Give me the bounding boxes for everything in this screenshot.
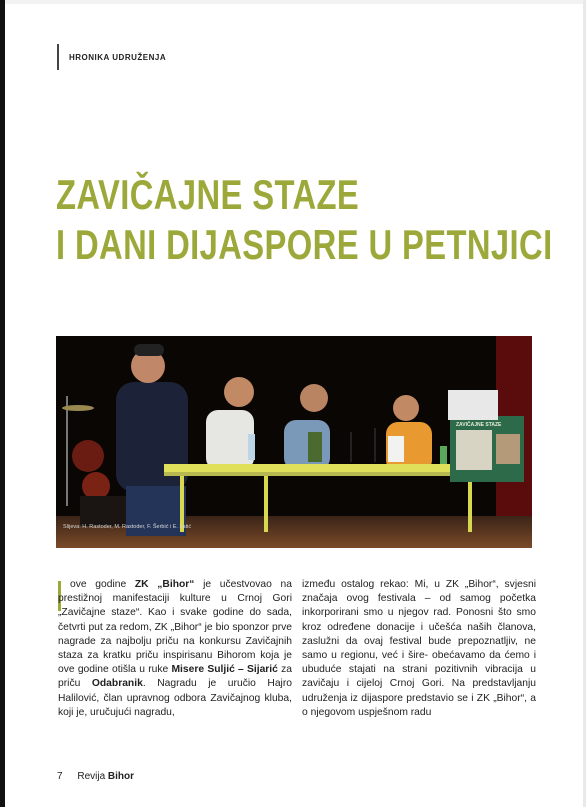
body-text: između ostalog rekao: Mi, u ZK „Bihor“, svjesni značaja ovog festivala – od samog početka inkorporirani smo u njegov rad. Ponosni što smo kroz određene donacije i učešća naših članova, zaslužni da ovaj festival bude prepoznatljiv, ne samo u regionu, već i šire- obećavamo da ćemo i ubuduće stajati na strani pozitivnih vibracija u zavičaju i cijeloj Crnoj Gori. Na predstavljanju udruženja iz dijaspore predstavio se i ZK „Bihor“, a o njegovom uspješnom radu — [302, 579, 536, 718]
article-title — [56, 170, 553, 270]
article-column-right — [302, 578, 536, 720]
photo-caption: Slijeva: H. Rastoder, M. Rastoder, F. Šerbić i E. Latić — [63, 524, 192, 530]
body-text: je učestvovao na prestižnoj manifestaciji kulture u Crnoj Gori „Zavičajne staze“. Kao i svake godine do sada, četvrti put za redom, ZK „Bihor“ je bio sponzor prve nagrade za najbolju priču na konkursu Zavičajnih staza za kratku priču inspirisanu Bihorom koja je ove godine otišla u ruke — [58, 579, 292, 676]
page-left-edge — [0, 0, 5, 807]
section-divider — [57, 44, 59, 70]
body-text: . Nagradu je uručio Hajro Halilović, član upravnog odbora Zavičajnog kluba, koji je, uručujući nagradu, — [58, 678, 293, 718]
page-footer — [57, 771, 134, 782]
body-bold: ZK „Bihor“ — [134, 579, 195, 590]
section-label: HRONIKA UDRUŽENJA — [69, 53, 167, 62]
panel-text: ZAVIČAJNE STAZE — [456, 422, 502, 428]
magazine-name: Revija — [77, 771, 106, 782]
body-bold: Odabranik — [91, 678, 143, 690]
body-text: ove godine — [70, 579, 135, 590]
article-column-left — [58, 578, 292, 720]
article-photo — [56, 336, 532, 548]
title-line-2: I DANI DIJASPORE U PETNJICI — [56, 221, 553, 268]
page-top-edge — [0, 0, 586, 4]
body-bold: Misere Suljić – Sijarić — [171, 664, 278, 676]
page-number: 7 — [57, 771, 63, 782]
magazine-name-bold: Bihor — [107, 771, 135, 782]
body-text: za priču — [58, 664, 292, 690]
title-line-1: ZAVIČAJNE STAZE — [56, 171, 360, 218]
